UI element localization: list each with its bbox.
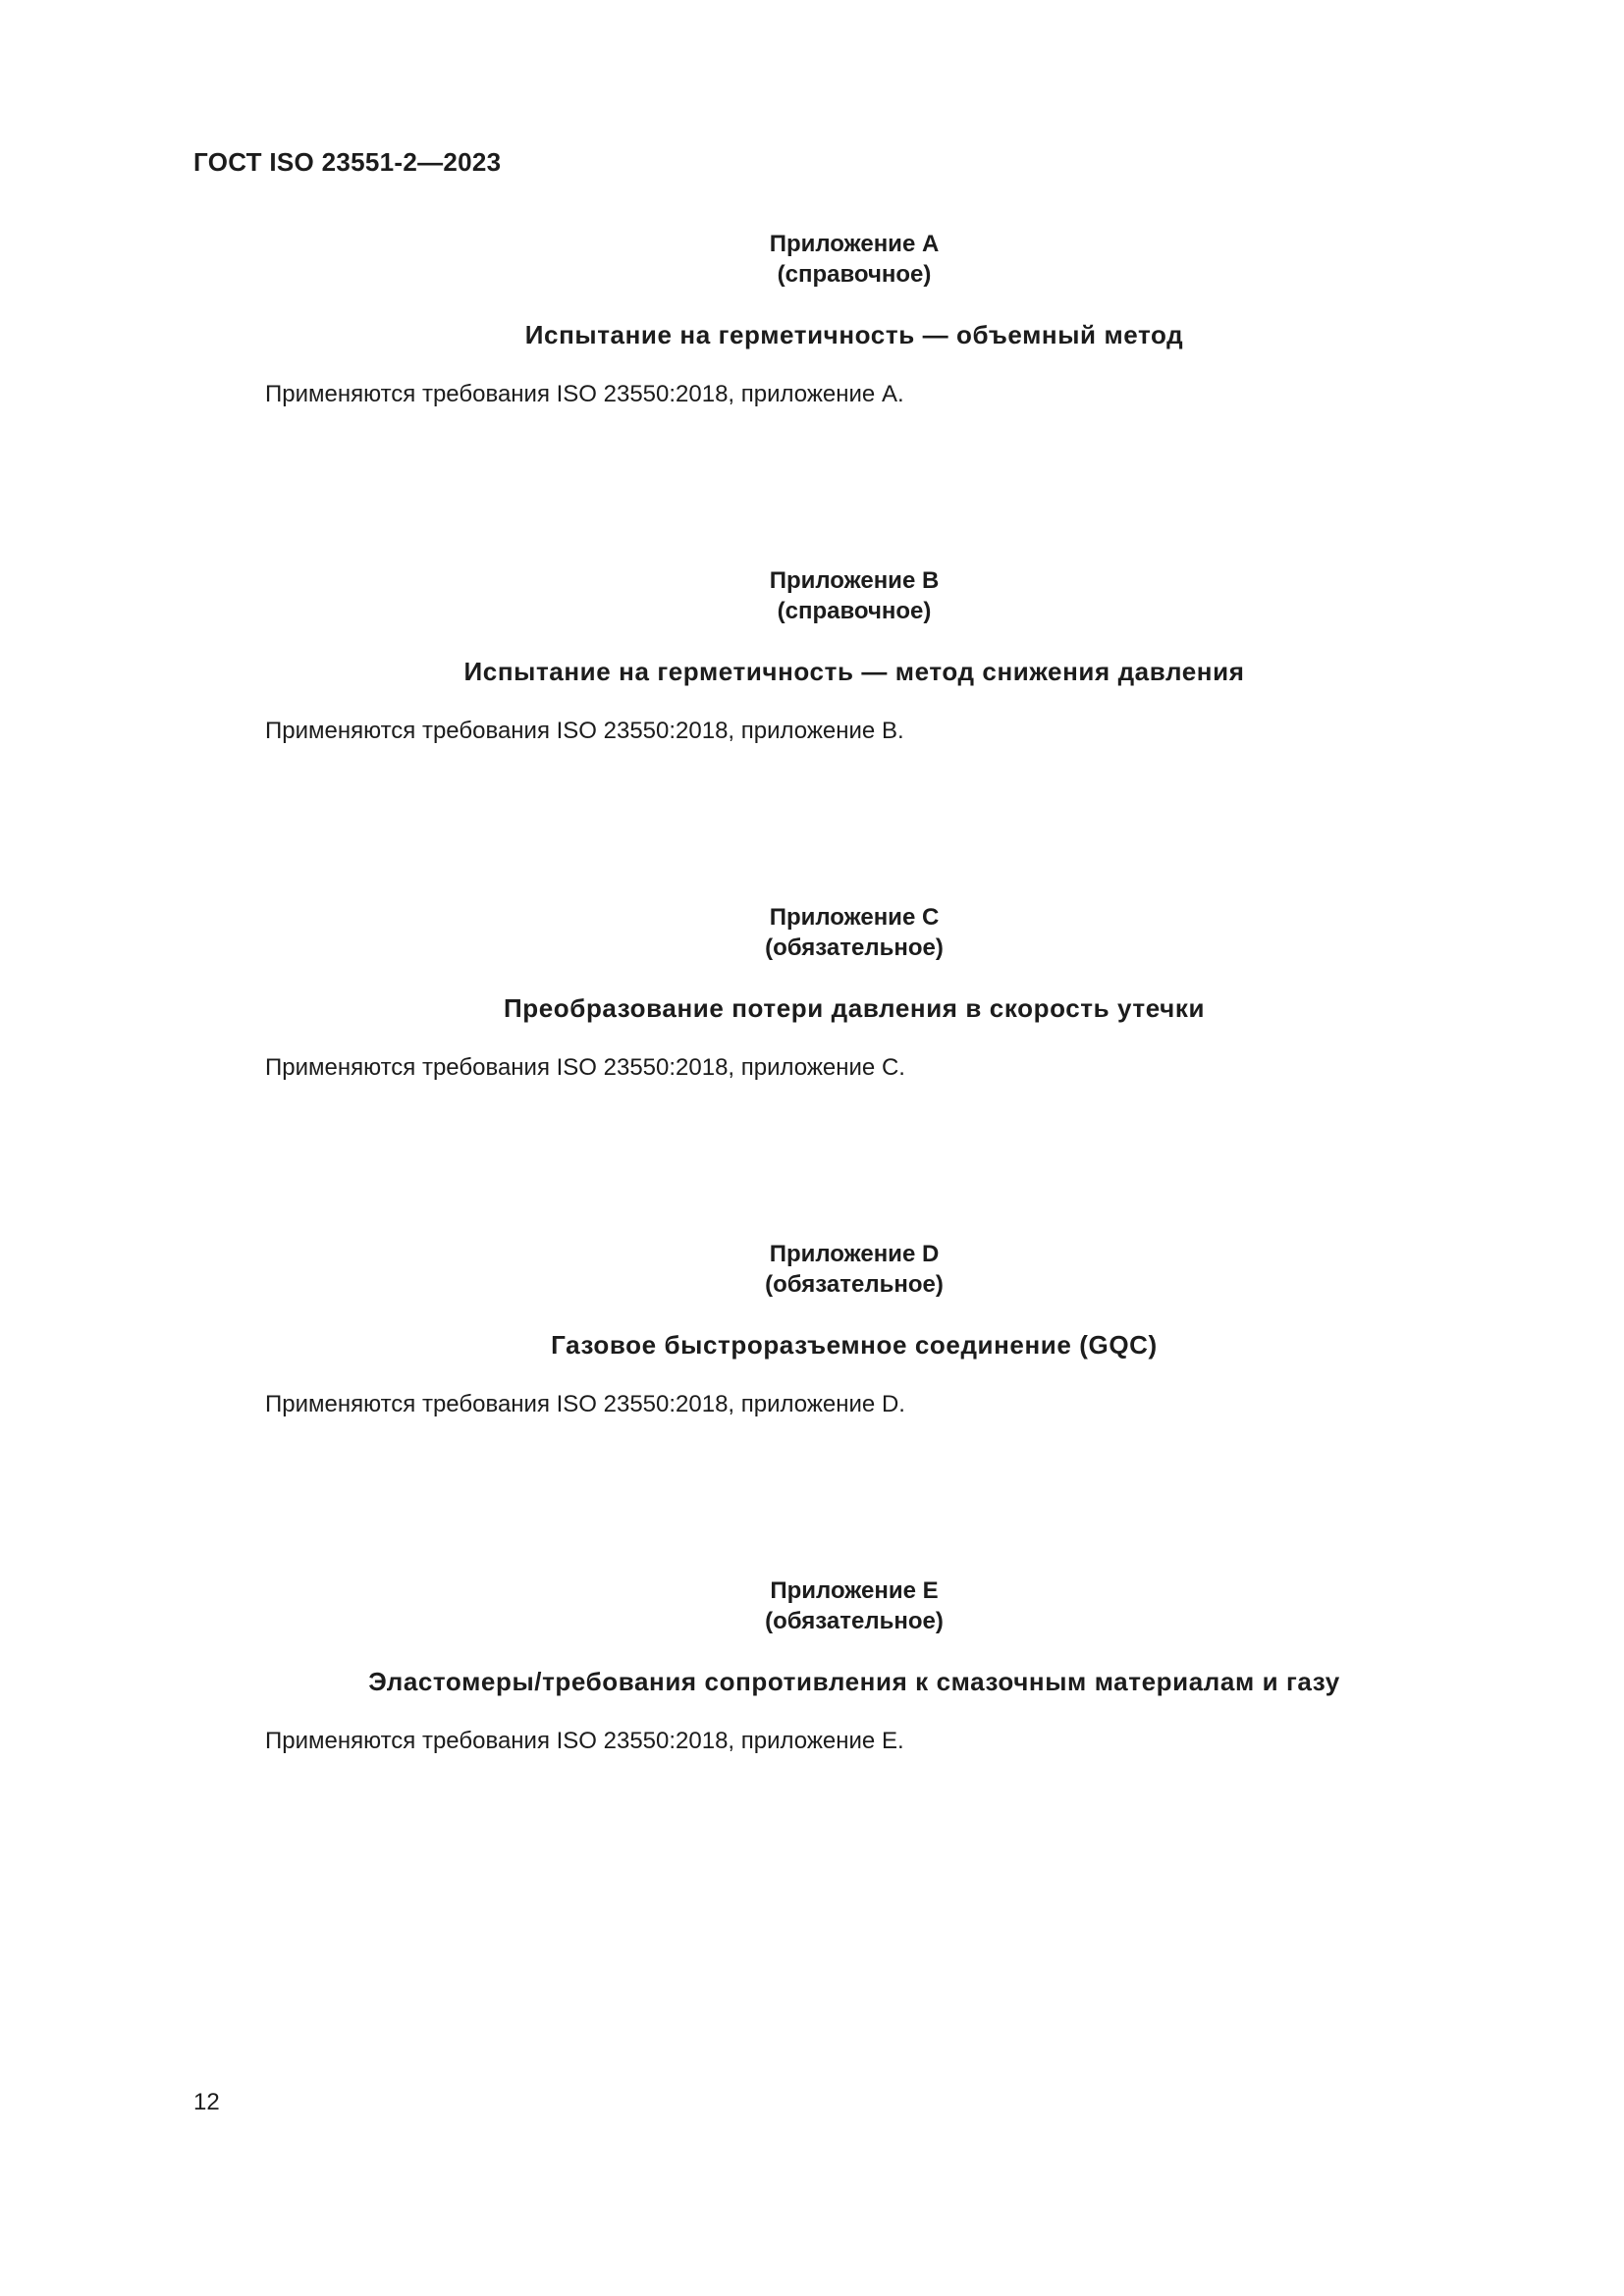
- page-number: 12: [193, 2089, 220, 2115]
- annex-label: Приложение С: [769, 904, 940, 931]
- annex-status: (справочное): [777, 598, 932, 624]
- annex-label: Приложение В: [769, 567, 940, 594]
- annex-text: Применяются требования ISO 23550:2018, приложение D.: [265, 1391, 905, 1417]
- annex-status: (обязательное): [765, 1271, 944, 1298]
- annex-label: Приложение D: [769, 1241, 940, 1267]
- annex-label: Приложение А: [769, 231, 940, 257]
- annex-label: Приложение Е: [770, 1577, 939, 1604]
- annex-title: Преобразование потери давления в скорость утечки: [503, 993, 1206, 1023]
- annex-status: (обязательное): [765, 1608, 944, 1634]
- annex-text: Применяются требования ISO 23550:2018, приложение Е.: [265, 1728, 904, 1754]
- annex-text: Применяются требования ISO 23550:2018, приложение А.: [265, 381, 904, 407]
- annex-title: Испытание на герметичность — объемный метод: [524, 320, 1184, 349]
- annex-title: Эластомеры/требования сопротивления к смазочным материалам и газу: [368, 1667, 1340, 1696]
- annex-text: Применяются требования ISO 23550:2018, приложение В.: [265, 718, 904, 744]
- document-header: ГОСТ ISO 23551-2—2023: [193, 147, 502, 177]
- annex-text: Применяются требования ISO 23550:2018, приложение С.: [265, 1054, 905, 1081]
- annex-title: Испытание на герметичность — метод снижения давления: [463, 657, 1245, 686]
- annex-title: Газовое быстроразъемное соединение (GQC): [551, 1330, 1158, 1360]
- annex-status: (обязательное): [765, 934, 944, 961]
- annex-status: (справочное): [777, 261, 932, 288]
